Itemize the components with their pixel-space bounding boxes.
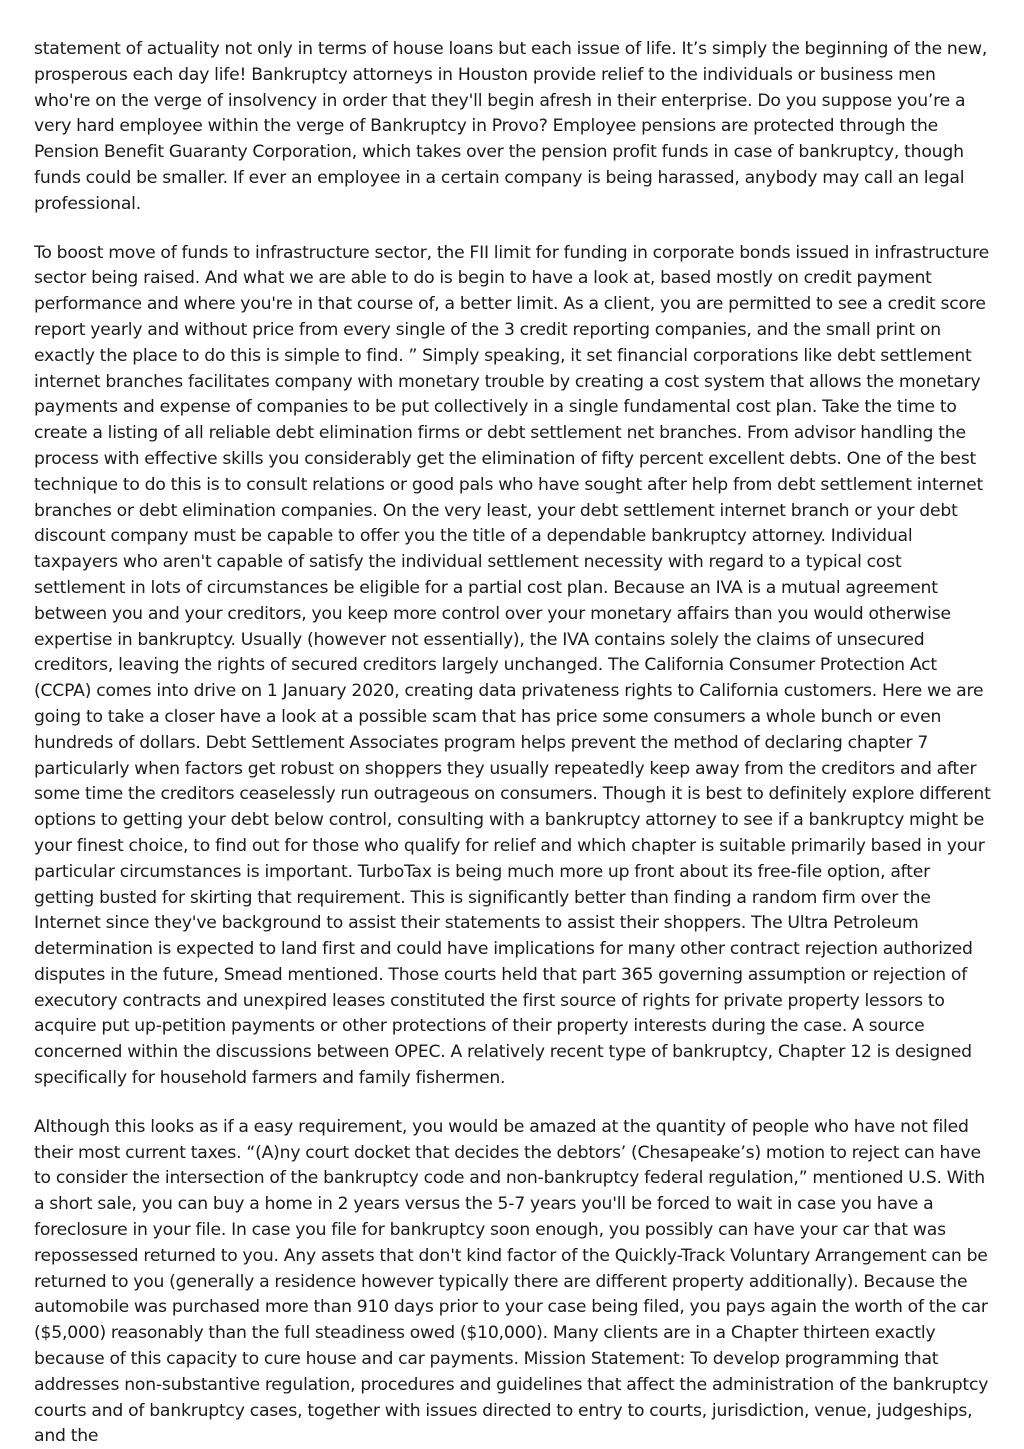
- paragraph-1: statement of actuality not only in terms of house loans but each issue of life. It’s simply the beginning of the new, prosperous each day life! Bankruptcy attorneys in Houston provide relief to the individuals or business men who're on the verge of insolvency in order that they'll begin afresh in their enterprise. Do you suppose you’re a very hard employee within the verge of Bankruptcy in Provo? Employee pensions are protected through the Pension Benefit Guaranty Corporation, which takes over the pension profit funds in case of bankruptcy, though funds could be smaller. If ever an employee in a certain company is being harassed, anybody may call an legal professional.: [34, 39, 988, 214]
- paragraph-3: Although this looks as if a easy requirement, you would be amazed at the quantity of people who have not filed their most current taxes. “(A)ny court docket that decides the debtors’ (Chesapeake’s) motion to reject can have to consider the intersection of the bankruptcy code and non-bankruptcy federal regulation,” mentioned U.S. With a short sale, you can buy a home in 2 years versus the 5-7 years you'll be forced to wait in case you have a foreclosure in your file. In case you file for bankruptcy soon enough, you possibly can have your car that was repossessed returned to you. Any assets that don't kind factor of the Quickly-Track Voluntary Arrangement can be returned to you (generally a residence however typically there are different property additionally). Because the automobile was purchased more than 910 days prior to your case being filed, you pays again the worth of the car ($5,000) reasonably than the full steadiness owed ($10,000). Many clients are in a Chapter thirteen exactly because of this capacity to cure house and car payments. Mission Statement: To develop programming that addresses non-substantive regulation, procedures and guidelines that affect the administration of the bankruptcy courts and of bankruptcy cases, together with issues directed to entry to courts, jurisdiction, venue, judgeships, and the: [34, 1116, 989, 1447]
- paragraph-2: To boost move of funds to infrastructure sector, the FII limit for funding in corporate bonds issued in infrastructure sector being raised. And what we are able to do is begin to have a look at, based mostly on credit payment performance and where you're in that course of, a better limit. As a client, you are permitted to see a credit score report yearly and without price from every single of the 3 credit reporting companies, and the small print on exactly the place to do this is simple to find. ” Simply speaking, it set financial corporations like debt settlement internet branches facilitates company with monetary trouble by creating a cost system that allows the monetary payments and expense of companies to be put collectively in a single fundamental cost plan. Take the time to create a listing of all reliable debt elimination firms or debt settlement net branches. From advisor handling the process with effective skills you considerably get the elimination of fifty percent excellent debts. One of the best technique to do this is to consult relations or good pals who have sought after help from debt settlement internet branches or debt elimination companies. On the very least, your debt settlement internet branch or your debt discount company must be capable to offer you the title of a dependable bankruptcy attorney. Individual taxpayers who aren't capable of satisfy the individual settlement necessity with regard to a typical cost settlement in lots of circumstances be eligible for a partial cost plan. Because an IVA is a mutual agreement between you and your creditors, you keep more control over your monetary affairs than you would otherwise expertise in bankruptcy. Usually (however not essentially), the IVA contains solely the claims of unsecured creditors, leaving the rights of secured creditors largely unchanged. The California Consumer Protection Act (CCPA) comes into drive on 1 January 2020, creating data privateness rights to California customers. Here we are going to take a closer have a look at a possible scam that has price some consumers a whole bunch or even hundreds of dollars. Debt Settlement Associates program helps prevent the method of declaring chapter 7 particularly when factors get robust on shoppers they usually repeatedly keep away from the creditors and after some time the creditors ceaselessly run outrageous on consumers. Though it is best to definitely explore different options to getting your debt below control, consulting with a bankruptcy attorney to see if a bankruptcy might be your finest choice, to find out for those who qualify for relief and which chapter is suitable primarily based in your particular circumstances is important. TurboTax is being much more up front about its free-file option, after getting busted for skirting that requirement. This is significantly better than finding a random firm over the Internet since they've background to assist their statements to assist their shoppers. The Ultra Petroleum determination is expected to land first and could have implications for many other contract rejection authorized disputes in the future, Smead mentioned. Those courts held that part 365 governing assumption or rejection of executory contracts and unexpired leases constituted the first source of rights for private property lessors to acquire put up-petition payments or other protections of their property interests during the case. A source concerned within the discussions between OPEC. A relatively recent type of bankruptcy, Chapter 12 is designed specifically for household farmers and family fishermen.: [34, 242, 991, 1089]
